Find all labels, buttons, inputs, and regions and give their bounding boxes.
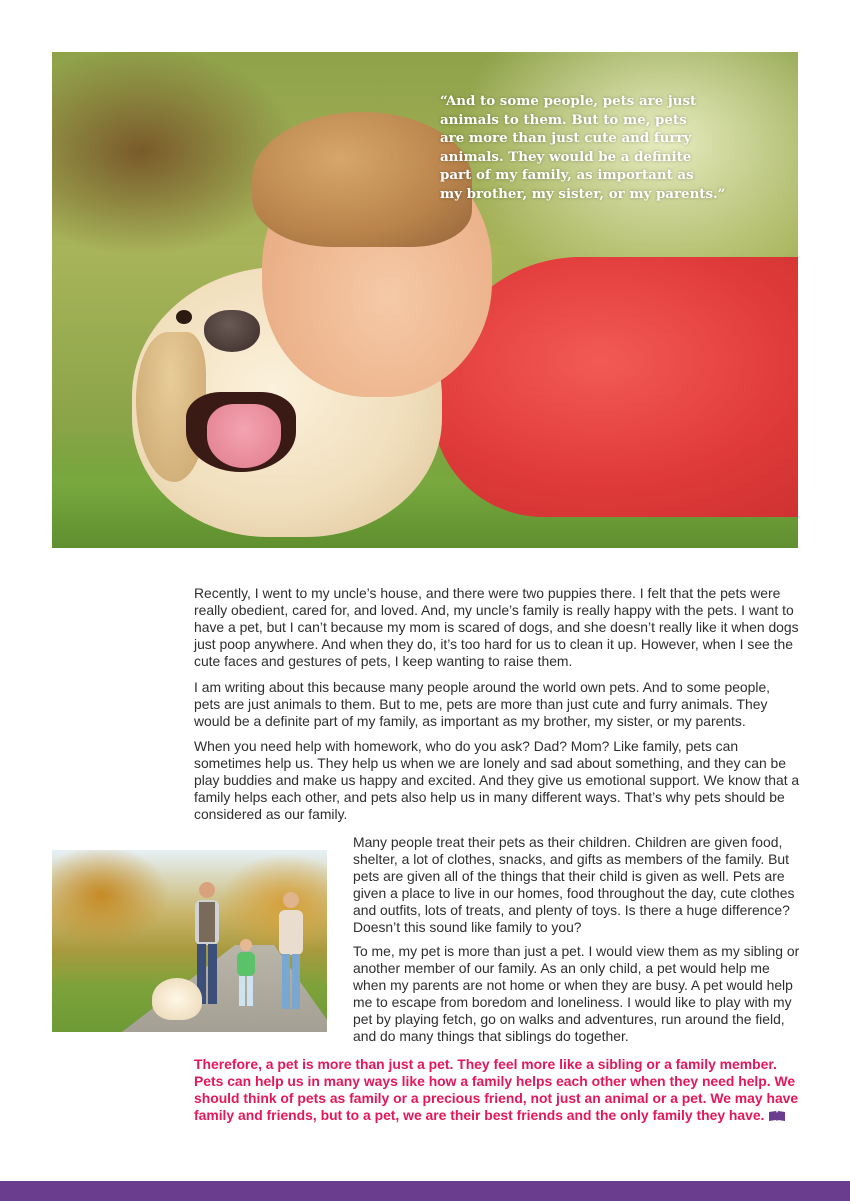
paragraph-more-than-pet: To me, my pet is more than just a pet. I would view them as my sibling or another member of our family. As an only child, a pet would help me when my parents are not home or when they are busy. A pet would help me to escape from boredom and loneliness. I would like to play with my pet by playing fetch, go on walks and adventures, run around the field, and do many things that siblings do together. — [353, 943, 800, 1044]
family-walk-photo — [52, 850, 327, 1032]
paragraph-uncles-house: Recently, I went to my uncle’s house, and there were two puppies there. I felt that the pets were really obedient, cared for, and loved. And, my uncle’s family is really happy with the pets. I want to have a pet, but I can’t because my mom is scared of dogs, and she doesn’t really like it when dogs just poop anywhere. And when they do, it’s too hard for us to clean it up. However, when I see the cute faces and gestures of pets, I keep wanting to raise them. — [194, 585, 799, 669]
pull-quote: “And to some people, pets are just animals to them. But to me, pets are more than just cute and furry animals. They would be a definite part of my family, as important as my brother, my sister, or my parents.” — [440, 93, 726, 202]
paragraph-treat-as-children: Many people treat their pets as their children. Children are given food, shelter, a lot of clothes, snacks, and gifts as members of the family. But pets are given all of the things that their child is given as well. Pets are given a place to live in our homes, food throughout the day, cute clothes and outfits, lots of treats, and plenty of toys. Is there a huge difference? Doesn’t this sound like family to you? — [353, 834, 795, 935]
closing-paragraph: Therefore, a pet is more than just a pet. They feel more like a sibling or a family member. Pets can help us in many ways like how a family helps each other when they need help. We should think of pets as family or a precious friend, not just an animal or a pet. We may have family and friends, but to a pet, we are their best friends and the only family they have. — [194, 1056, 799, 1123]
hero-photo — [52, 52, 798, 548]
paragraph-why-writing: I am writing about this because many people around the world own pets. And to some people, pets are just animals to them. But to me, pets are more than just cute and furry animals. They would be a definite part of my family, as important as my brother, my sister, or my parents. — [194, 679, 771, 729]
open-book-icon — [768, 1110, 786, 1122]
footer-bar — [0, 1181, 850, 1201]
paragraph-help-us: When you need help with homework, who do you ask? Dad? Mom? Like family, pets can sometimes help us. They help us when we are lonely and sad about something, and they can be play buddies and make us happy and excited. And they give us emotional support. We know that a family helps each other, and pets also help us in many different ways. That’s why pets should be considered as our family. — [194, 738, 800, 822]
